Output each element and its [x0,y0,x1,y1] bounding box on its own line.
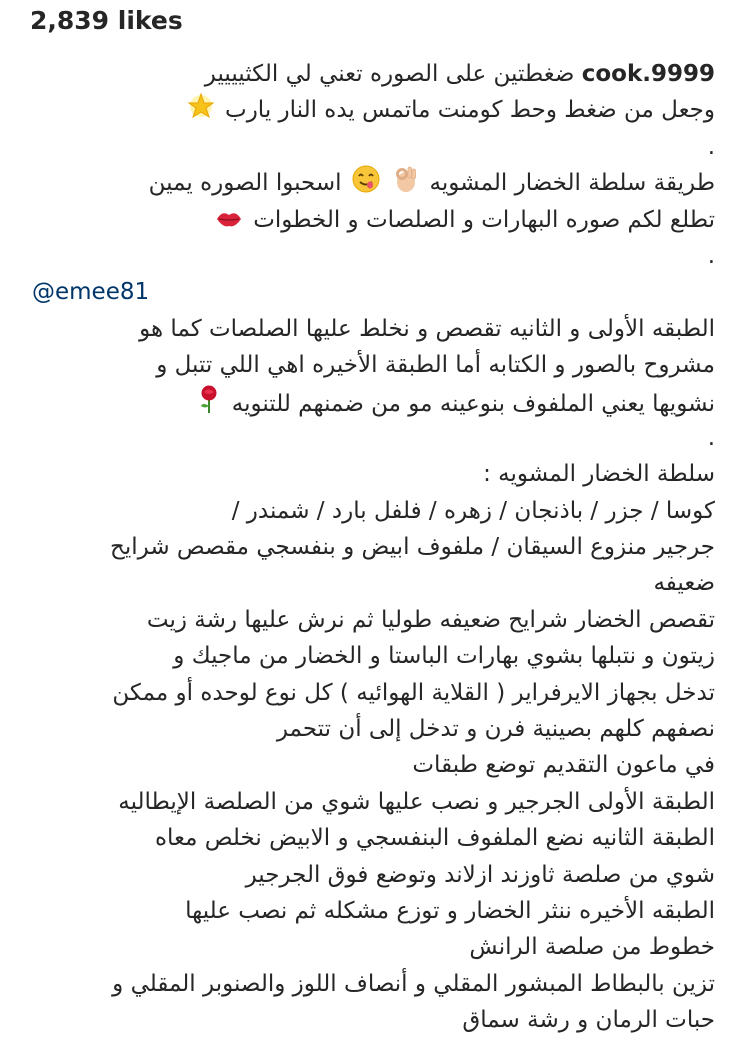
caption-line-22: حبات الرمان و رشة سماق [462,1007,715,1034]
caption-line-10: جرجير منزوع السيقان / ملفوف ابيض و بنفسجي مقصص شرايح ضعيفه [110,534,715,597]
likes-count[interactable]: 2,839 likes [30,6,183,35]
caption-line-20: خطوط من صلصة الرانش [469,934,715,961]
red-rose-icon [197,384,221,425]
caption-line-2 [20,92,715,128]
ok-hand-icon [393,165,419,204]
caption-line-4 [20,202,715,238]
username-link[interactable]: cook.9999 [581,61,715,87]
caption-line-16: الطبقة الأولى الجرجير و نصب عليها شوي من الصلصة الإيطاليه [118,788,715,815]
caption-line-11: تقصص الخضار شرايح ضعيفه طوليا ثم نرش عليها رشة زيت [146,606,715,633]
caption-line-1 [20,56,715,92]
caption-text: نشويها يعني الملفوف بنوعينه مو من ضمنهم للتنويه [231,390,715,417]
post-caption [20,56,715,1039]
kiss-lips-icon [215,205,243,241]
dot-separator: . [707,242,715,269]
caption-line-12: زيتون و نتبلها بشوي بهارات الباستا و الخضار من ماجيك و [173,643,715,670]
caption-line-15: في ماعون التقديم توضع طبقات [412,752,715,779]
yum-face-icon [352,165,380,204]
dot-separator: . [707,133,715,160]
caption-line-7 [20,384,715,420]
caption-text: ضغطتين على الصوره تعني لي الكثيييير [204,61,575,87]
caption-line-6: مشروح بالصور و الكتابه أما الطبقة الأخيره اهي اللي تتبل و [156,352,715,379]
caption-line-3 [20,165,715,201]
caption-line-21: تزين بالبطاط المبشور المقلي و أنصاف اللوز والصنوبر المقلي و [112,970,715,997]
caption-line-5: الطبقه الأولى و الثانيه تقصص و نخلط عليها الصلصات كما هو [139,315,715,342]
caption-text: طريقة سلطة الخضار المشويه [429,170,715,197]
caption-line-19: الطبقه الأخيره ننثر الخضار و توزع مشكله ثم نصب عليها [185,898,715,925]
dot-separator: . [707,424,715,451]
caption-line-13: تدخل بجهاز الايرفراير ( القلاية الهوائيه ) كل نوع لوحده أو ممكن [112,679,715,706]
caption-line-18: شوي من صلصة ثاوزند ازلاند وتوضع فوق الجرجير [245,861,715,888]
caption-line-17: الطبقة الثانيه نضع الملفوف البنفسجي و الابيض نخلص معاه [154,825,715,852]
caption-text: اسحبوا الصوره يمين [148,170,342,197]
caption-text: تطلع لكم صوره البهارات و الصلصات و الخطوات [253,206,715,233]
caption-line-8: سلطة الخضار المشويه : [483,461,715,488]
caption-line-14: نصفهم كلهم بصينية فرن و تدخل إلى أن تتحمر [276,716,715,743]
caption-text: وجعل من ضغط وحط كومنت ماتمس يده النار يارب [225,97,715,124]
glowing-star-icon [187,92,215,131]
mention-link[interactable]: @emee81 [32,279,150,306]
caption-line-9: كوسا / جزر / باذنجان / زهره / فلفل بارد / شمندر / [231,497,715,524]
